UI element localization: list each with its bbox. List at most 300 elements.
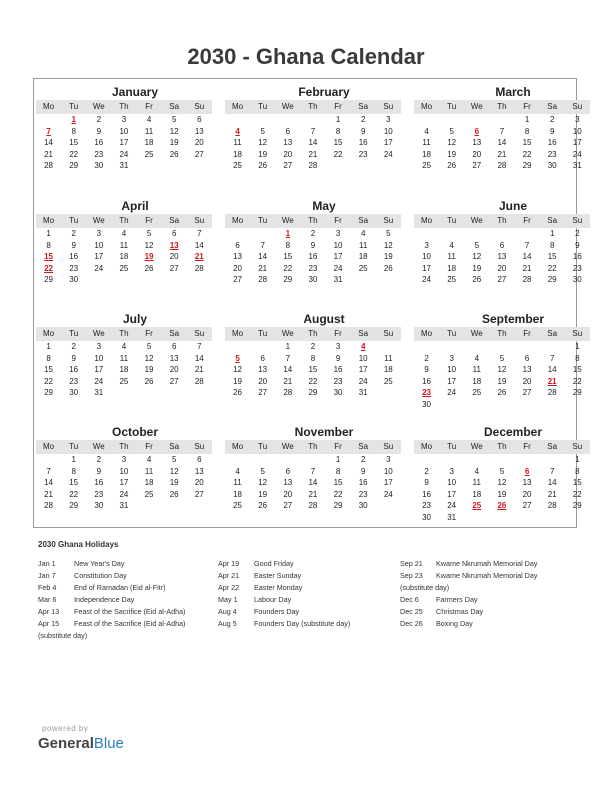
- week-row: [225, 477, 401, 489]
- day-cell: [187, 160, 212, 172]
- brand-name: [38, 735, 124, 752]
- day-cell: 28: [547, 501, 557, 511]
- day-cell: 24: [447, 501, 457, 511]
- day-header-row: [225, 100, 401, 114]
- holiday-date: Dec 25: [400, 607, 423, 616]
- day-cell: 6: [171, 342, 177, 351]
- day-cell: [250, 114, 275, 126]
- day-cell: 13: [194, 126, 204, 136]
- day-cell: 29: [333, 501, 343, 511]
- day-cell: 3: [96, 342, 102, 351]
- day-header: Sa: [547, 102, 558, 111]
- month-october: [36, 424, 212, 512]
- holiday-entry: [400, 594, 537, 606]
- day-cell: 16: [358, 138, 368, 148]
- day-cell: [225, 228, 250, 240]
- day-cell: 30: [94, 161, 104, 171]
- day-cell: 5: [146, 229, 152, 238]
- day-header: Fr: [334, 329, 342, 338]
- week-row: [414, 364, 590, 376]
- holiday-date: May 1: [218, 595, 238, 604]
- day-cell: 29: [522, 161, 532, 171]
- day-cell: 5: [499, 466, 505, 476]
- day-header: Fr: [523, 442, 531, 451]
- day-cell: 16: [69, 365, 79, 375]
- day-cell: 26: [144, 263, 154, 273]
- day-header: Tu: [447, 102, 457, 111]
- day-cell: 12: [497, 478, 507, 488]
- day-cell: [137, 500, 162, 512]
- day-cell: 19: [497, 376, 507, 386]
- day-cell: 4: [235, 466, 240, 476]
- day-cell: 9: [310, 240, 316, 250]
- day-cell: 18: [447, 263, 457, 273]
- day-cell: 29: [283, 275, 293, 285]
- day-cell: 16: [308, 252, 318, 262]
- week-row: [36, 126, 212, 138]
- day-cell: 17: [119, 138, 129, 148]
- day-cell: 30: [358, 501, 368, 511]
- day-cell: 9: [96, 126, 102, 136]
- day-cell: 11: [233, 138, 242, 148]
- holiday-date: Jan 7: [38, 571, 56, 580]
- day-cell: 11: [359, 240, 368, 250]
- day-cell: 7: [285, 353, 291, 363]
- day-cell: 18: [383, 365, 393, 375]
- day-cell: 15: [572, 365, 582, 375]
- day-cell: 20: [522, 489, 532, 499]
- day-cell: [137, 387, 162, 399]
- day-cell: 19: [447, 149, 457, 159]
- day-cell: 18: [422, 149, 432, 159]
- day-cell: 22: [69, 149, 79, 159]
- day-cell: 7: [310, 126, 316, 136]
- day-cell: 23: [69, 376, 79, 386]
- day-cell: 20: [169, 365, 179, 375]
- day-cell: 27: [169, 376, 179, 386]
- week-row: [36, 251, 212, 263]
- day-cell: 16: [572, 252, 582, 262]
- day-cell: 20: [258, 376, 268, 386]
- day-cell: [376, 500, 401, 512]
- day-cell: 13: [258, 365, 268, 375]
- day-header: Th: [497, 102, 507, 111]
- day-cell: 8: [46, 240, 51, 250]
- day-cell: [489, 454, 514, 466]
- day-cell: 23: [94, 149, 104, 159]
- day-cell: 20: [233, 263, 243, 273]
- day-cell: 14: [194, 353, 204, 363]
- holiday-name: Founders Day (substitute day): [254, 619, 351, 628]
- day-cell: 17: [383, 138, 393, 148]
- holiday-entry: [38, 558, 185, 570]
- day-cell: [376, 274, 401, 286]
- day-cell: 21: [547, 489, 557, 499]
- day-cell: [36, 114, 61, 126]
- month-name: November: [294, 425, 354, 439]
- day-header: Mo: [421, 216, 433, 225]
- month-title: [225, 424, 401, 440]
- day-cell: 13: [522, 478, 532, 488]
- day-header: Sa: [547, 329, 558, 338]
- day-cell: 8: [575, 353, 580, 363]
- holiday-entry: [400, 570, 537, 582]
- day-header: Sa: [169, 216, 180, 225]
- month-title: [36, 198, 212, 214]
- day-cell: 19: [472, 263, 482, 273]
- day-cell: 12: [258, 138, 268, 148]
- day-cell: 14: [547, 365, 557, 375]
- month-title: [36, 424, 212, 440]
- day-cell: 31: [572, 161, 582, 171]
- day-cell: 28: [194, 376, 204, 386]
- day-cell: [86, 274, 111, 286]
- week-row: [225, 454, 401, 466]
- week-row: [36, 376, 212, 388]
- day-cell: 29: [308, 388, 318, 398]
- day-header-row: [36, 100, 212, 114]
- day-header: Tu: [258, 102, 268, 111]
- day-cell: 9: [575, 240, 580, 250]
- day-cell: 4: [424, 126, 429, 136]
- day-header: Su: [383, 442, 394, 451]
- day-cell: 10: [119, 126, 129, 136]
- day-cell: [489, 114, 514, 126]
- month-title: [414, 311, 590, 327]
- day-cell: [111, 387, 136, 399]
- day-header-row: [225, 440, 401, 454]
- day-cell: 23: [69, 263, 79, 273]
- day-header-row: [36, 327, 212, 341]
- day-cell: 13: [283, 138, 293, 148]
- holiday-date: Sep 21: [400, 559, 423, 568]
- day-cell: 25: [233, 161, 243, 171]
- day-cell: 26: [258, 501, 268, 511]
- day-cell: 29: [572, 388, 582, 398]
- holiday-name: Good Friday: [254, 559, 294, 568]
- holiday-entry: [38, 630, 185, 642]
- day-cell: [414, 341, 439, 353]
- day-header: Mo: [43, 216, 55, 225]
- holiday-day-cell: 19: [144, 252, 154, 262]
- day-cell: [489, 341, 514, 353]
- day-cell: 11: [144, 466, 154, 476]
- day-cell: 8: [71, 126, 76, 136]
- day-cell: 9: [549, 126, 555, 136]
- day-cell: 20: [283, 489, 293, 499]
- week-row: [36, 137, 212, 149]
- day-cell: 14: [283, 365, 293, 375]
- day-cell: 6: [260, 353, 265, 363]
- week-row: [414, 489, 590, 501]
- brand-name-blue: Blue: [93, 735, 124, 752]
- day-cell: 10: [422, 252, 432, 262]
- day-cell: [565, 399, 590, 411]
- month-title: [225, 198, 401, 214]
- day-header: Mo: [43, 329, 55, 338]
- day-cell: 16: [422, 376, 432, 386]
- day-cell: 3: [386, 115, 391, 124]
- holiday-entry: [400, 618, 537, 630]
- day-cell: 9: [424, 365, 429, 375]
- holiday-day-cell: 21: [547, 376, 557, 386]
- day-cell: 27: [258, 388, 268, 398]
- day-cell: 22: [283, 263, 293, 273]
- day-cell: 26: [144, 376, 154, 386]
- day-cell: [137, 274, 162, 286]
- month-september: [414, 311, 590, 411]
- day-header: Sa: [547, 216, 558, 225]
- day-cell: 4: [121, 342, 127, 351]
- day-header: We: [92, 442, 105, 451]
- week-row: [414, 263, 590, 275]
- day-cell: 11: [119, 353, 129, 363]
- day-cell: 21: [194, 365, 204, 375]
- holiday-day-cell: 4: [360, 342, 366, 351]
- week-row: [36, 149, 212, 161]
- day-cell: [187, 387, 212, 399]
- month-march: [414, 84, 590, 172]
- day-cell: 19: [169, 478, 179, 488]
- day-cell: 23: [547, 149, 557, 159]
- day-cell: 26: [169, 149, 179, 159]
- day-header-row: [414, 100, 590, 114]
- day-cell: 3: [96, 229, 102, 238]
- day-cell: 29: [69, 501, 79, 511]
- day-cell: 14: [194, 240, 204, 250]
- day-header: Fr: [523, 329, 531, 338]
- week-row: [36, 274, 212, 286]
- holiday-day-cell: 22: [44, 263, 54, 273]
- week-row: [36, 160, 212, 172]
- day-cell: 11: [472, 478, 481, 488]
- day-cell: 27: [233, 275, 243, 285]
- day-cell: 25: [447, 275, 457, 285]
- week-row: [414, 454, 590, 466]
- day-cell: 7: [197, 229, 202, 238]
- day-cell: 20: [169, 252, 179, 262]
- day-header: We: [281, 329, 294, 338]
- holiday-name: Independence Day: [74, 595, 135, 604]
- day-cell: 3: [424, 240, 429, 250]
- day-cell: 15: [547, 252, 557, 262]
- day-cell: 26: [472, 275, 482, 285]
- day-cell: 10: [383, 466, 393, 476]
- week-row: [414, 376, 590, 388]
- day-cell: 1: [71, 455, 76, 464]
- day-cell: 20: [283, 149, 293, 159]
- week-row: [225, 240, 401, 252]
- day-cell: 31: [119, 501, 129, 511]
- day-header: Th: [308, 442, 318, 451]
- day-cell: 6: [197, 115, 202, 124]
- day-header: Tu: [447, 216, 457, 225]
- day-cell: 19: [258, 489, 268, 499]
- day-cell: 2: [424, 353, 429, 363]
- day-cell: 5: [449, 126, 454, 136]
- day-cell: [489, 228, 514, 240]
- day-header: Tu: [69, 216, 79, 225]
- day-cell: [376, 387, 401, 399]
- day-cell: 1: [575, 342, 580, 351]
- day-cell: 20: [194, 138, 204, 148]
- day-cell: 7: [197, 342, 202, 351]
- day-cell: 8: [335, 126, 341, 136]
- week-row: [225, 466, 401, 478]
- day-cell: [464, 341, 489, 353]
- week-row: [414, 500, 590, 512]
- day-cell: [250, 454, 275, 466]
- day-cell: 8: [335, 466, 341, 476]
- day-header: Mo: [421, 442, 433, 451]
- day-cell: [351, 274, 376, 286]
- day-header: Fr: [523, 216, 531, 225]
- week-row: [36, 454, 212, 466]
- day-header: Su: [572, 102, 583, 111]
- holiday-name: Farmers Day: [436, 595, 478, 604]
- month-may: [225, 198, 401, 286]
- day-header: Fr: [145, 102, 153, 111]
- day-cell: 1: [46, 229, 51, 238]
- day-cell: 11: [233, 478, 242, 488]
- day-cell: 18: [472, 489, 482, 499]
- day-cell: 10: [447, 365, 457, 375]
- day-cell: [515, 399, 540, 411]
- day-header: Fr: [334, 442, 342, 451]
- day-cell: [225, 341, 250, 353]
- day-cell: 29: [44, 388, 54, 398]
- day-cell: 12: [497, 365, 507, 375]
- day-cell: [111, 274, 136, 286]
- day-header: Sa: [169, 442, 180, 451]
- day-cell: 13: [522, 365, 532, 375]
- day-cell: 2: [575, 229, 580, 238]
- week-row: [36, 353, 212, 365]
- holiday-date: Apr 19: [218, 559, 240, 568]
- day-cell: 7: [46, 466, 51, 476]
- day-cell: 30: [69, 275, 79, 285]
- day-cell: 19: [233, 376, 243, 386]
- holiday-name: Labour Day: [254, 595, 292, 604]
- day-cell: [326, 160, 351, 172]
- day-header: Fr: [145, 216, 153, 225]
- day-cell: 22: [333, 149, 343, 159]
- day-cell: 30: [69, 388, 79, 398]
- day-cell: 29: [547, 275, 557, 285]
- day-cell: 6: [285, 466, 291, 476]
- day-cell: 30: [572, 275, 582, 285]
- day-cell: 8: [310, 353, 316, 363]
- day-cell: 21: [258, 263, 268, 273]
- week-row: [414, 399, 590, 411]
- day-header: Su: [383, 216, 394, 225]
- day-header: Th: [119, 102, 129, 111]
- day-cell: 12: [233, 365, 243, 375]
- day-cell: 9: [71, 353, 76, 363]
- day-cell: 18: [144, 478, 154, 488]
- day-cell: 4: [474, 466, 480, 476]
- day-cell: 16: [69, 252, 79, 262]
- day-cell: 22: [308, 376, 318, 386]
- holiday-date: Apr 22: [218, 583, 240, 592]
- day-cell: [187, 274, 212, 286]
- day-cell: 14: [44, 478, 54, 488]
- holiday-column-3: [400, 558, 537, 630]
- day-cell: 1: [575, 455, 580, 464]
- week-row: [36, 387, 212, 399]
- day-cell: 9: [335, 353, 341, 363]
- day-cell: 5: [171, 455, 177, 464]
- day-cell: 3: [121, 455, 127, 464]
- week-row: [414, 137, 590, 149]
- day-cell: 24: [572, 149, 582, 159]
- day-header: Fr: [523, 102, 531, 111]
- holiday-entry: [218, 606, 350, 618]
- day-header: Su: [383, 102, 394, 111]
- holiday-date: Jan 1: [38, 559, 56, 568]
- day-cell: 7: [499, 126, 505, 136]
- week-row: [36, 263, 212, 275]
- day-header: Tu: [447, 329, 457, 338]
- day-cell: 11: [422, 138, 431, 148]
- day-cell: 5: [474, 240, 480, 250]
- day-cell: 6: [285, 126, 291, 136]
- day-cell: 10: [94, 240, 104, 250]
- month-january: [36, 84, 212, 172]
- holiday-entry: [218, 618, 350, 630]
- day-header: Sa: [547, 442, 558, 451]
- day-cell: 24: [119, 489, 129, 499]
- day-cell: 27: [283, 501, 293, 511]
- holiday-date: Sep 23: [400, 571, 423, 580]
- day-header: Sa: [358, 442, 369, 451]
- day-header-row: [36, 440, 212, 454]
- day-cell: 28: [497, 161, 507, 171]
- day-cell: 10: [119, 466, 129, 476]
- day-cell: 24: [333, 263, 343, 273]
- day-cell: 10: [383, 126, 393, 136]
- day-cell: 24: [358, 376, 368, 386]
- day-cell: 25: [422, 161, 432, 171]
- day-header: We: [470, 102, 483, 111]
- day-cell: 14: [308, 138, 318, 148]
- day-header: Th: [308, 102, 318, 111]
- week-row: [36, 364, 212, 376]
- day-cell: 5: [171, 115, 177, 124]
- day-cell: 21: [308, 489, 318, 499]
- month-november: [225, 424, 401, 512]
- day-cell: 4: [474, 353, 480, 363]
- day-cell: 2: [360, 115, 366, 124]
- day-cell: 6: [197, 455, 202, 464]
- day-cell: 30: [422, 512, 432, 522]
- day-cell: [540, 454, 565, 466]
- day-cell: 27: [497, 275, 507, 285]
- day-cell: [137, 160, 162, 172]
- week-row: [36, 228, 212, 240]
- day-cell: [464, 512, 489, 524]
- day-cell: 20: [472, 149, 482, 159]
- day-cell: 26: [169, 489, 179, 499]
- week-row: [414, 466, 590, 478]
- day-cell: [225, 114, 250, 126]
- day-header-row: [414, 214, 590, 228]
- day-header: Th: [119, 216, 129, 225]
- day-cell: 8: [575, 466, 580, 476]
- day-cell: 25: [383, 376, 393, 386]
- holiday-name: Easter Sunday: [254, 571, 302, 580]
- week-row: [225, 263, 401, 275]
